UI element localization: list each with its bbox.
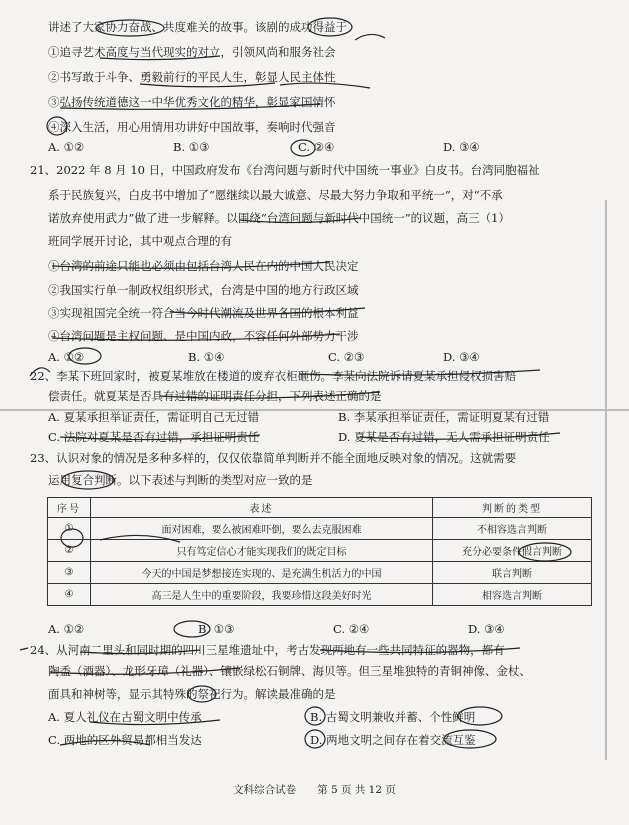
table-header-row bbox=[48, 498, 592, 518]
q20-statement-4: ④深入生活，用心用情用功讲好中国故事，奏响时代强音 bbox=[48, 120, 336, 134]
page-footer: 文科综合试卷 第 5 页 共 12 页 bbox=[233, 784, 396, 796]
table-row bbox=[48, 584, 592, 606]
table-row bbox=[48, 540, 592, 562]
judgment-type-table bbox=[47, 497, 592, 606]
q23-option-d[interactable]: D. ③④ bbox=[468, 622, 505, 636]
q24-option-d[interactable]: D. 两地文明之间存在着交流互鉴 bbox=[310, 733, 476, 747]
q21-statement-3: ③实现祖国完全统一符合当今时代潮流及世界各国的根本利益 bbox=[48, 306, 359, 320]
q21-stem-line-1: 21、2022 年 8 月 10 日，中国政府发布《台湾问题与新时代中国统一事业》白皮书。台湾同胞福祉 bbox=[30, 163, 540, 177]
q22-stem-line-2: 偿责任。就夏某是否具有过错的证明责任分担，下列表述正确的是 bbox=[48, 389, 382, 403]
q23-stem-line-1: 23、认识对象的情况是多种多样的，仅仅依靠简单判断并不能全面地反映对象的情况。这就需要 bbox=[30, 451, 517, 465]
q20-option-a[interactable]: A. ①② bbox=[48, 140, 85, 154]
q22-option-d[interactable]: D. 夏某是否有过错，无人需承担证明责任 bbox=[338, 430, 550, 444]
table-header-number: 序号 bbox=[48, 498, 91, 518]
q24-option-b[interactable]: B. 古蜀文明兼收并蓄、个性鲜明 bbox=[310, 710, 476, 724]
table-cell-number: ③ bbox=[48, 562, 91, 584]
table-cell-statement: 面对困难，要么被困难吓倒，要么去克服困难 bbox=[91, 518, 433, 540]
table-cell-type: 不相容选言判断 bbox=[433, 518, 592, 540]
scan-streak bbox=[0, 409, 629, 411]
q20-option-b[interactable]: B. ①③ bbox=[173, 140, 210, 154]
q22-option-a[interactable]: A. 夏某承担举证责任，需证明自己无过错 bbox=[48, 410, 260, 424]
q21-option-c[interactable]: C. ②③ bbox=[328, 350, 365, 364]
q23-option-a[interactable]: A. ①② bbox=[48, 622, 85, 636]
pen-stroke bbox=[20, 648, 28, 650]
q20-options bbox=[48, 140, 608, 155]
q24-stem-line-3: 面具和神树等，显示其特殊的祭祀行为。解读最准确的是 bbox=[48, 687, 336, 701]
table-cell-statement: 只有笃定信心才能实现我们的既定目标 bbox=[91, 540, 433, 562]
q21-option-b[interactable]: B. ①④ bbox=[188, 350, 225, 364]
table-cell-statement: 今天的中国是梦想接连实现的、是充满生机活力的中国 bbox=[91, 562, 433, 584]
q21-stem-line-3: 诺放弃使用武力”做了进一步解释。以围绕“台湾问题与新时代中国统一”的议题，高三（1） bbox=[48, 211, 510, 225]
q20-statement-3: ③弘扬传统道德这一中华优秀文化的精华，彰显家国情怀 bbox=[48, 95, 336, 109]
q21-statement-4: ④台湾问题是主权问题、是中国内政，不容任何外部势力干涉 bbox=[48, 329, 359, 343]
q21-statement-2: ②我国实行单一制政权组织形式，台湾是中国的地方行政区域 bbox=[48, 283, 359, 297]
table-header-statement: 表述 bbox=[91, 498, 433, 518]
q21-stem-line-2: 系于民族复兴，白皮书中增加了“愿继续以最大诚意、尽最大努力争取和平统一”，对“不承 bbox=[48, 188, 503, 202]
q21-stem-line-4: 班同学展开讨论，其中观点合理的有 bbox=[48, 234, 232, 248]
q24-stem-line-2: 陶盉（酒器）、龙形牙璋（礼器）、镶嵌绿松石铜牌、海贝等。但三星堆独特的青铜神像、金杖、 bbox=[48, 664, 531, 678]
table-header-type: 判断的类型 bbox=[433, 498, 592, 518]
q23-option-c[interactable]: C. ②④ bbox=[333, 622, 370, 636]
page-edge-line bbox=[605, 200, 607, 760]
q20-stem-line: 讲述了大家协力奋战、共度难关的故事。该剧的成功得益于 bbox=[48, 20, 347, 34]
q21-options bbox=[48, 350, 608, 365]
table-row bbox=[48, 562, 592, 584]
q21-statement-1: ①台湾的前途只能也必须由包括台湾人民在内的中国人民决定 bbox=[48, 259, 359, 273]
table-cell-number: ① bbox=[48, 518, 91, 540]
table-cell-type: 充分必要条件假言判断 bbox=[433, 540, 592, 562]
q23-stem-line-2: 运用复合判断。以下表述与判断的类型对应一致的是 bbox=[48, 473, 313, 487]
q24-stem-line-1: 24、从河南二里头和同时期的四川三星堆遗址中，考古发现两地有一些共同特征的器物，都有 bbox=[30, 643, 505, 657]
q20-option-c[interactable]: C. ②④ bbox=[298, 140, 335, 154]
q20-statement-2: ②书写敢于斗争、勇毅前行的平民人生，彰显人民主体性 bbox=[48, 70, 336, 84]
q24-option-c[interactable]: C. 两地的区外贸易都相当发达 bbox=[48, 733, 202, 747]
q23-option-b[interactable]: B. ①③ bbox=[198, 622, 235, 636]
table-cell-number: ② bbox=[48, 540, 91, 562]
q20-option-d[interactable]: D. ③④ bbox=[443, 140, 480, 154]
q22-option-c[interactable]: C. 法院对夏某是否有过错，承担证明责任 bbox=[48, 430, 260, 444]
table-row bbox=[48, 518, 592, 540]
q20-statement-1: ①追寻艺术高度与当代现实的对立，引领风尚和服务社会 bbox=[48, 45, 336, 59]
q21-option-a[interactable]: A. ①② bbox=[48, 350, 85, 364]
q24-option-a[interactable]: A. 夏人礼仪在古蜀文明中传承 bbox=[48, 710, 202, 724]
q23-options bbox=[48, 622, 608, 637]
table-cell-type: 相容选言判断 bbox=[433, 584, 592, 606]
q22-stem-line-1: 22、李某下班回家时，被夏某堆放在楼道的废弃衣柜砸伤。李某向法院诉请夏某承担侵权损害赔 bbox=[30, 369, 517, 383]
table-cell-number: ④ bbox=[48, 584, 91, 606]
table-cell-type: 联言判断 bbox=[433, 562, 592, 584]
q22-option-b[interactable]: B. 李某承担举证责任，需证明夏某有过错 bbox=[338, 410, 550, 424]
table-cell-statement: 高三是人生中的重要阶段，我要珍惜这段美好时光 bbox=[91, 584, 433, 606]
q21-option-d[interactable]: D. ③④ bbox=[443, 350, 480, 364]
pen-stroke bbox=[355, 34, 385, 40]
